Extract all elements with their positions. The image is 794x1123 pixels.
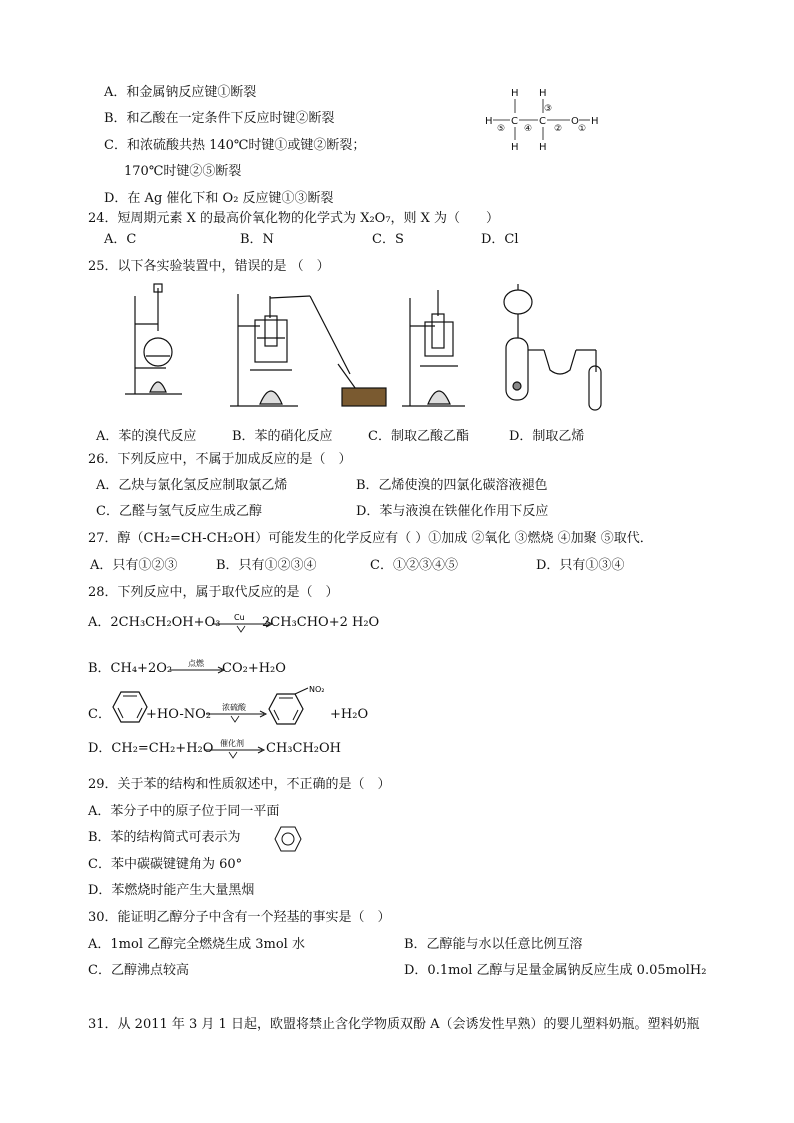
ethanol-structure-diagram <box>478 84 608 154</box>
q26-option-d: D．苯与液溴在铁催化作用下反应 <box>356 504 549 519</box>
q28-b-products: CO₂+H₂O <box>222 661 286 676</box>
q30-option-d: D．0.1mol 乙醇与足量金属钠反应生成 0.05molH₂ <box>404 963 707 978</box>
atom-h: H <box>591 116 599 127</box>
q26-option-a: A．乙炔与氯化氢反应制取氯乙烯 <box>96 478 288 493</box>
q30-option-a: A．1mol 乙醇完全燃烧生成 3mol 水 <box>88 937 305 952</box>
q29-option-b: B．苯的结构简式可表示为 <box>88 830 241 845</box>
q28-d-condition: 催化剂 <box>220 739 244 748</box>
q28-b-reactants: B．CH₄+2O₂ <box>88 661 173 676</box>
q29-option-d: D．苯燃烧时能产生大量黑烟 <box>88 883 255 898</box>
q28-option-a <box>88 614 220 632</box>
lab-apparatus-figures <box>120 276 620 416</box>
q28-d-arrow <box>202 738 268 760</box>
nitro-group-label: NO₂ <box>309 685 325 694</box>
q25-option-d: D．制取乙烯 <box>509 429 585 444</box>
atom-o: O <box>571 116 579 127</box>
q28-c-label: C． <box>88 707 111 722</box>
q27-option-d: D．只有①③④ <box>536 558 625 573</box>
q24-option-b: B．N <box>240 232 274 247</box>
q30-stem: 30．能证明乙醇分子中含有一个羟基的事实是（ ） <box>88 910 391 925</box>
atom-h: H <box>539 88 547 99</box>
bond-label-5: ⑤ <box>497 124 506 134</box>
q28-c-arrow <box>204 702 270 724</box>
q30-option-c: C．乙醇沸点较高 <box>88 963 189 978</box>
atom-h: H <box>511 88 519 99</box>
q29-option-c: C．苯中碳碳键键角为 60° <box>88 857 243 872</box>
q24-option-a: A．C <box>104 232 137 247</box>
q25-option-a: A．苯的溴代反应 <box>96 429 197 444</box>
q26-option-b: B．乙烯使溴的四氯化碳溶液褪色 <box>356 478 548 493</box>
bond-label-3: ③ <box>544 104 553 114</box>
q26-option-c: C．乙醛与氢气反应生成乙醇 <box>96 504 262 519</box>
q25-stem: 25．以下各实验装置中，错误的是 （ ） <box>88 259 330 274</box>
q28-b-condition: 点燃 <box>188 659 204 668</box>
q29-option-a: A．苯分子中的原子位于同一平面 <box>88 804 280 819</box>
bond-label-2: ② <box>554 124 563 134</box>
q29-stem: 29．关于苯的结构和性质叙述中，不正确的是（ ） <box>88 777 391 792</box>
nitrobenzene-icon <box>268 684 332 726</box>
atom-c: C <box>539 116 546 127</box>
benzene-structure-icon <box>274 826 302 852</box>
q27-option-a: A．只有①②③ <box>90 558 178 573</box>
apparatus-b-nitration <box>230 294 386 406</box>
apparatus-a-bromination <box>125 284 182 394</box>
q25-option-b: B．苯的硝化反应 <box>232 429 333 444</box>
q28-stem: 28．下列反应中，属于取代反应的是（ ） <box>88 585 339 600</box>
q26-stem: 26．下列反应中，不属于加成反应的是（ ） <box>88 452 352 467</box>
bond-label-4: ④ <box>524 124 533 134</box>
atom-h: H <box>539 142 547 153</box>
q23-option-b: B．和乙酸在一定条件下反应时键②断裂 <box>104 111 335 126</box>
q30-option-b: B．乙醇能与水以任意比例互溶 <box>404 937 583 952</box>
q28-d-products: CH₃CH₂OH <box>266 741 341 756</box>
q23-option-d: D．在 Ag 催化下和 O₂ 反应键①③断裂 <box>104 191 334 206</box>
q28-c-reagent: +HO-NO₂ <box>146 707 211 722</box>
atom-h: H <box>511 142 519 153</box>
q24-stem: 24．短周期元素 X 的最高价氧化物的化学式为 X₂O₇，则 X 为（ ） <box>88 211 500 226</box>
q24-option-d: D．Cl <box>481 232 519 247</box>
q23-option-c: C．和浓硫酸共热 140℃时键①或键②断裂； <box>104 138 366 153</box>
q24-option-c: C．S <box>372 232 404 247</box>
q28-d-reactants: D．CH₂=CH₂+H₂O <box>88 741 214 756</box>
q28-a-reactants: A．2CH₃CH₂OH+O₃ <box>88 615 221 630</box>
q31-stem: 31．从 2011 年 3 月 1 日起，欧盟将禁止含化学物质双酚 A（会诱发性早熟）的婴儿塑料奶瓶。塑料奶瓶 <box>88 1017 700 1032</box>
apparatus-d-ethylene <box>504 284 601 410</box>
q25-option-c: C．制取乙酸乙酯 <box>368 429 469 444</box>
q27-stem: 27．醇（CH₂=CH-CH₂OH）可能发生的化学反应有（ ）①加成 ②氧化 ③燃烧 ④加聚 ⑤取代． <box>88 531 653 546</box>
q28-a-condition: Cu <box>234 613 245 622</box>
atom-h: H <box>485 116 493 127</box>
q28-c-condition: 浓硫酸 <box>222 703 246 712</box>
q28-c-products: +H₂O <box>330 707 369 722</box>
bond-label-1: ① <box>578 124 587 134</box>
q28-b-arrow <box>168 658 228 678</box>
apparatus-c-ethyl-acetate <box>402 290 465 406</box>
q27-option-c: C．①②③④⑤ <box>370 558 458 573</box>
benzene-ring-icon <box>112 690 148 724</box>
q28-a-products: 2CH₃CHO+2 H₂O <box>262 615 380 630</box>
atom-c: C <box>511 116 518 127</box>
q23-option-a: A．和金属钠反应键①断裂 <box>104 85 257 100</box>
q27-option-b: B．只有①②③④ <box>216 558 317 573</box>
q23-option-c-cont: 170℃时键②⑤断裂 <box>124 164 242 179</box>
